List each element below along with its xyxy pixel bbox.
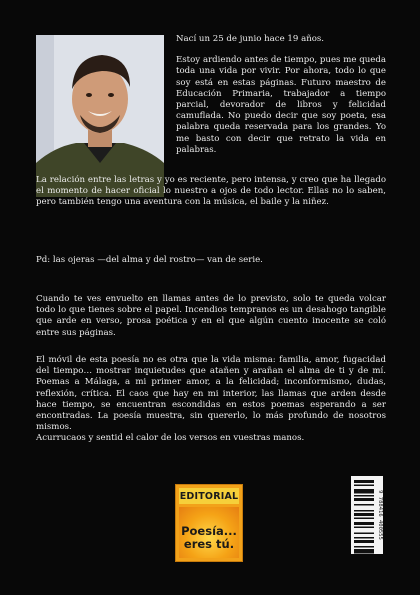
- author-photo: [36, 35, 164, 197]
- barcode-bar: [354, 510, 374, 512]
- postscript-block: [36, 255, 386, 266]
- barcode-bar: [354, 513, 374, 516]
- barcode-bar: [354, 504, 374, 506]
- barcode-bar: [354, 540, 374, 543]
- barcode-bar: [354, 489, 374, 494]
- barcode-bar: [354, 498, 374, 501]
- barcode-bar: [354, 485, 374, 487]
- blurb-paragraph: Cuando te ves envuelto en llamas antes de lo previsto, solo te queda volcar todo lo que tienes sobre el papel. Incendios tempranos es un desahogo tangible que arde en verso, prosa poética y en el que algún cuento inocente se coló entre sus páginas.: [36, 294, 386, 338]
- publisher-name-line2: eres tú.: [183, 537, 235, 551]
- barcode-digits: 9 788416 400555: [377, 490, 383, 540]
- bio-paragraph: Estoy ardiendo antes de tiempo, pues me queda toda una vida por vivir. Por ahora, todo lo que soy está en estas páginas. Futuro maestro de Educación Primaria, trabajador a tiempo parcial, devorador de libros y felicidad camuflada. No puedo decir que soy poeta, esa palabra queda reservada para los grandes. Yo me basto con decir que retrato la vida en palabras.: [176, 55, 386, 155]
- barcode-bar: [354, 546, 374, 548]
- barcode-bar: [354, 480, 374, 483]
- barcode-bar: [354, 522, 374, 525]
- barcode-bar: [354, 527, 374, 529]
- postscript: Pd: las ojeras —del alma y del rostro— van de serie.: [36, 255, 263, 265]
- isbn-barcode: [351, 476, 383, 554]
- closing-line: Acurrucaos y sentid el calor de los versos en vuestras manos.: [36, 433, 305, 444]
- motive-paragraph: El móvil de esta poesía no es otra que la vida misma: familia, amor, fugacidad del tiempo… mostrar inquietudes que atañen y arañan el alma de ti y de mí. Poemas a Málaga, a mi primer amor, a la felicidad; inconformismo, dudas, reflexión, crítica. El caos que hay en mi interior, las llamas que arden desde hace tiempo, se encuentran escondidas en estos poemas esperando a ser encontradas. La poesía muestra, sin quererlo, lo más profundo de nosotros mismos.: [36, 355, 386, 433]
- motive-block: [36, 355, 386, 445]
- barcode-bar: [354, 495, 374, 497]
- barcode-bar: [354, 533, 374, 535]
- barcode-bar: [354, 518, 374, 520]
- publisher-name-line1: Poesía...: [181, 524, 237, 538]
- blurb-block: [36, 294, 386, 339]
- barcode-bar: [354, 537, 374, 539]
- publisher-banner: EDITORIAL: [179, 488, 239, 504]
- publisher-logo: [175, 484, 243, 562]
- barcode-bar: [354, 549, 374, 554]
- relation-paragraph: La relación entre las letras y yo es reciente, pero intensa, y creo que ha llegado el momento de hacer oficial lo nuestro a ojos de todo lector. Ellas no lo saben, pero también tengo una aventura con la música, el baile y la niñez.: [36, 175, 386, 208]
- birth-line: Nací un 25 de junio hace 19 años.: [176, 34, 325, 44]
- author-bio: [176, 34, 386, 156]
- relation-paragraph-block: [36, 175, 386, 209]
